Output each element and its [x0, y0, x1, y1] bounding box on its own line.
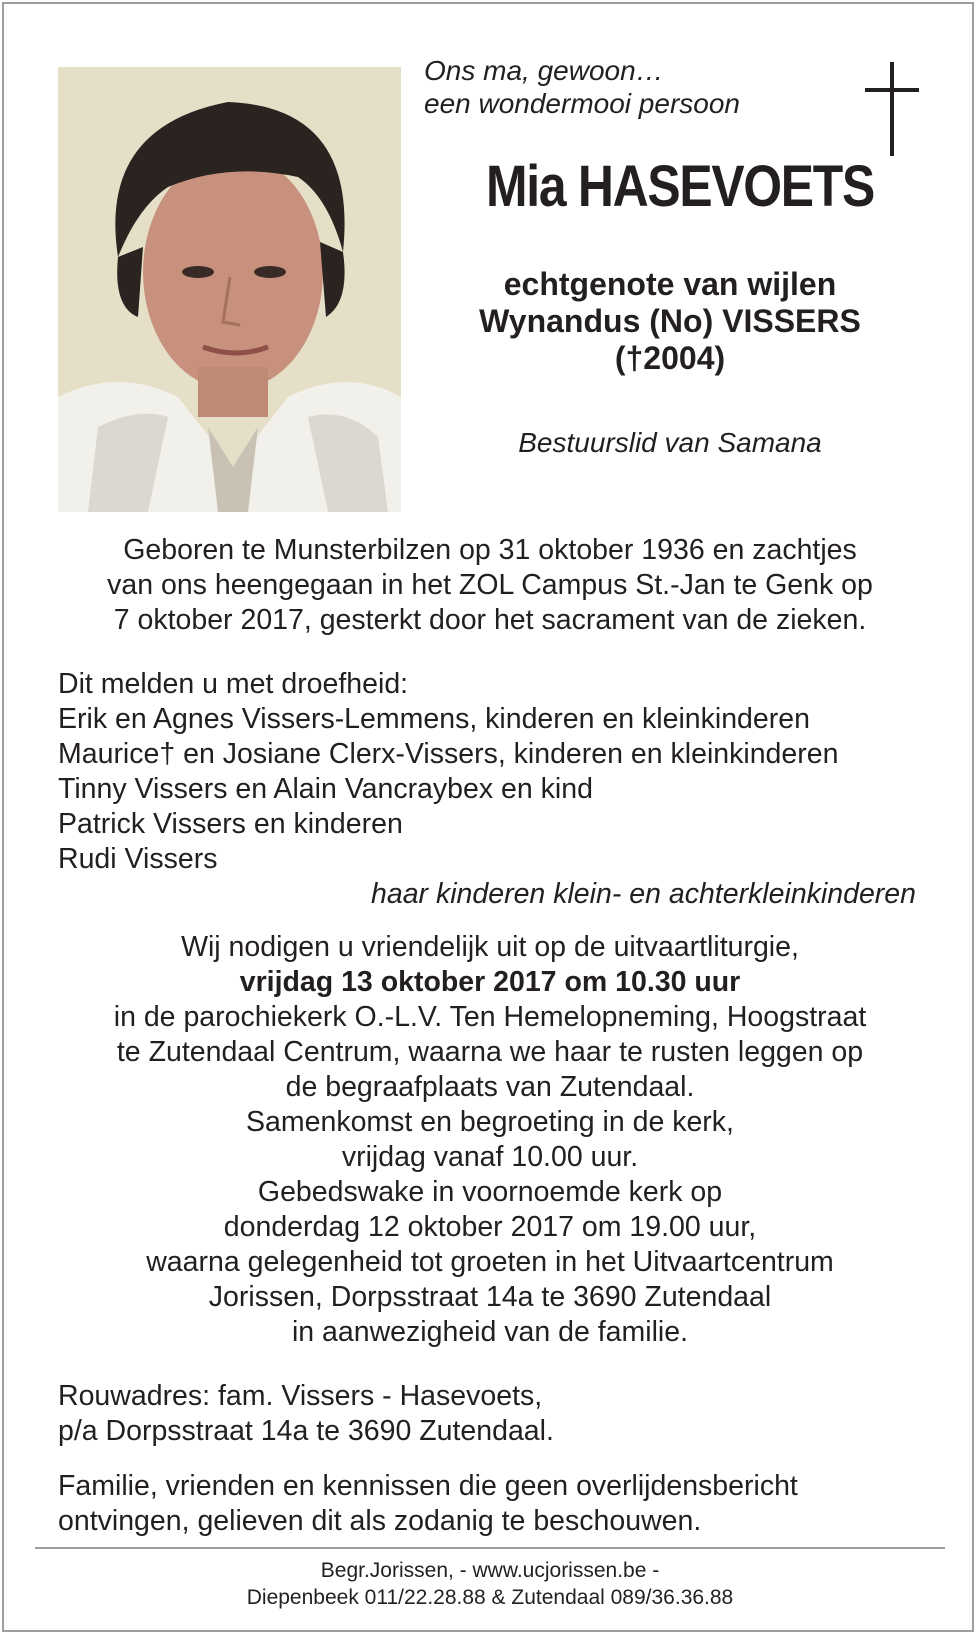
birth-death-paragraph: [40, 533, 940, 638]
text-line: in aanwezigheid van de familie.: [291, 1316, 689, 1348]
funeral-home-footer: [40, 1557, 940, 1611]
family-member: Tinny Vissers en Alain Vancraybex en kind: [58, 773, 593, 805]
portrait-photo: [58, 67, 401, 512]
notice-paragraph: [58, 1469, 938, 1539]
motto: [424, 54, 740, 120]
motto-line: een wondermooi persoon: [424, 88, 740, 119]
spouse-line: echtgenote van wijlen: [503, 266, 837, 302]
family-member: Maurice† en Josiane Clerx-Vissers, kinderen en kleinkinderen: [58, 738, 839, 770]
cross-icon: [865, 62, 919, 156]
text-line: van ons heengegaan in het ZOL Campus St.-Jan te Genk op: [107, 569, 873, 601]
text-line: Jorissen, Dorpsstraat 14a te 3690 Zutendaal: [208, 1281, 772, 1313]
text-line: ontvingen, gelieven dit als zodanig te beschouwen.: [58, 1505, 702, 1537]
spouse-line: Wynandus (No) VISSERS: [479, 303, 861, 339]
text-line: te Zutendaal Centrum, waarna we haar te rusten leggen op: [116, 1036, 864, 1068]
service-invite: Wij nodigen u vriendelijk uit op de uitvaartliturgie,: [181, 931, 799, 963]
spouse-info: [420, 266, 920, 377]
text-line: 7 oktober 2017, gesterkt door het sacrament van de zieken.: [113, 604, 867, 636]
family-list: [58, 667, 938, 912]
text-line: Samenkomst en begroeting in de kerk,: [246, 1106, 734, 1138]
spouse-line: (†2004): [614, 340, 726, 376]
family-intro: Dit melden u met droefheid:: [58, 668, 409, 700]
text-line: Gebedswake in voornoemde kerk op: [257, 1176, 723, 1208]
service-paragraph: [40, 930, 940, 1350]
deceased-name: Mia HASEVOETS: [486, 154, 874, 219]
text-line: p/a Dorpsstraat 14a te 3690 Zutendaal.: [58, 1415, 554, 1447]
text-line: Familie, vrienden en kennissen die geen overlijdensbericht: [58, 1470, 798, 1502]
family-member: Patrick Vissers en kinderen: [58, 808, 403, 840]
footer-line: Diepenbeek 011/22.28.88 & Zutendaal 089/36.36.88: [246, 1586, 734, 1609]
text-line: Geboren te Munsterbilzen op 31 oktober 1936 en zachtjes: [123, 534, 857, 566]
mourning-address: [58, 1379, 938, 1449]
text-line: in de parochiekerk O.-L.V. Ten Hemelopneming, Hoogstraat: [113, 1001, 867, 1033]
family-closing: haar kinderen klein- en achterkleinkinderen: [371, 878, 916, 910]
motto-line: Ons ma, gewoon…: [424, 55, 664, 86]
text-line: Rouwadres: fam. Vissers - Hasevoets,: [58, 1380, 543, 1412]
service-datetime: vrijdag 13 oktober 2017 om 10.30 uur: [239, 966, 741, 998]
role-text: Bestuurslid van Samana: [518, 427, 822, 458]
text-line: vrijdag vanaf 10.00 uur.: [341, 1141, 639, 1173]
family-member: Rudi Vissers: [58, 843, 218, 875]
text-line: donderdag 12 oktober 2017 om 19.00 uur,: [223, 1211, 757, 1243]
text-line: de begraafplaats van Zutendaal.: [285, 1071, 695, 1103]
footer-divider: [35, 1547, 945, 1549]
text-line: waarna gelegenheid tot groeten in het Uitvaartcentrum: [146, 1246, 834, 1278]
family-member: Erik en Agnes Vissers-Lemmens, kinderen en kleinkinderen: [58, 703, 810, 735]
footer-line: Begr.Jorissen, - www.ucjorissen.be -: [320, 1559, 660, 1582]
